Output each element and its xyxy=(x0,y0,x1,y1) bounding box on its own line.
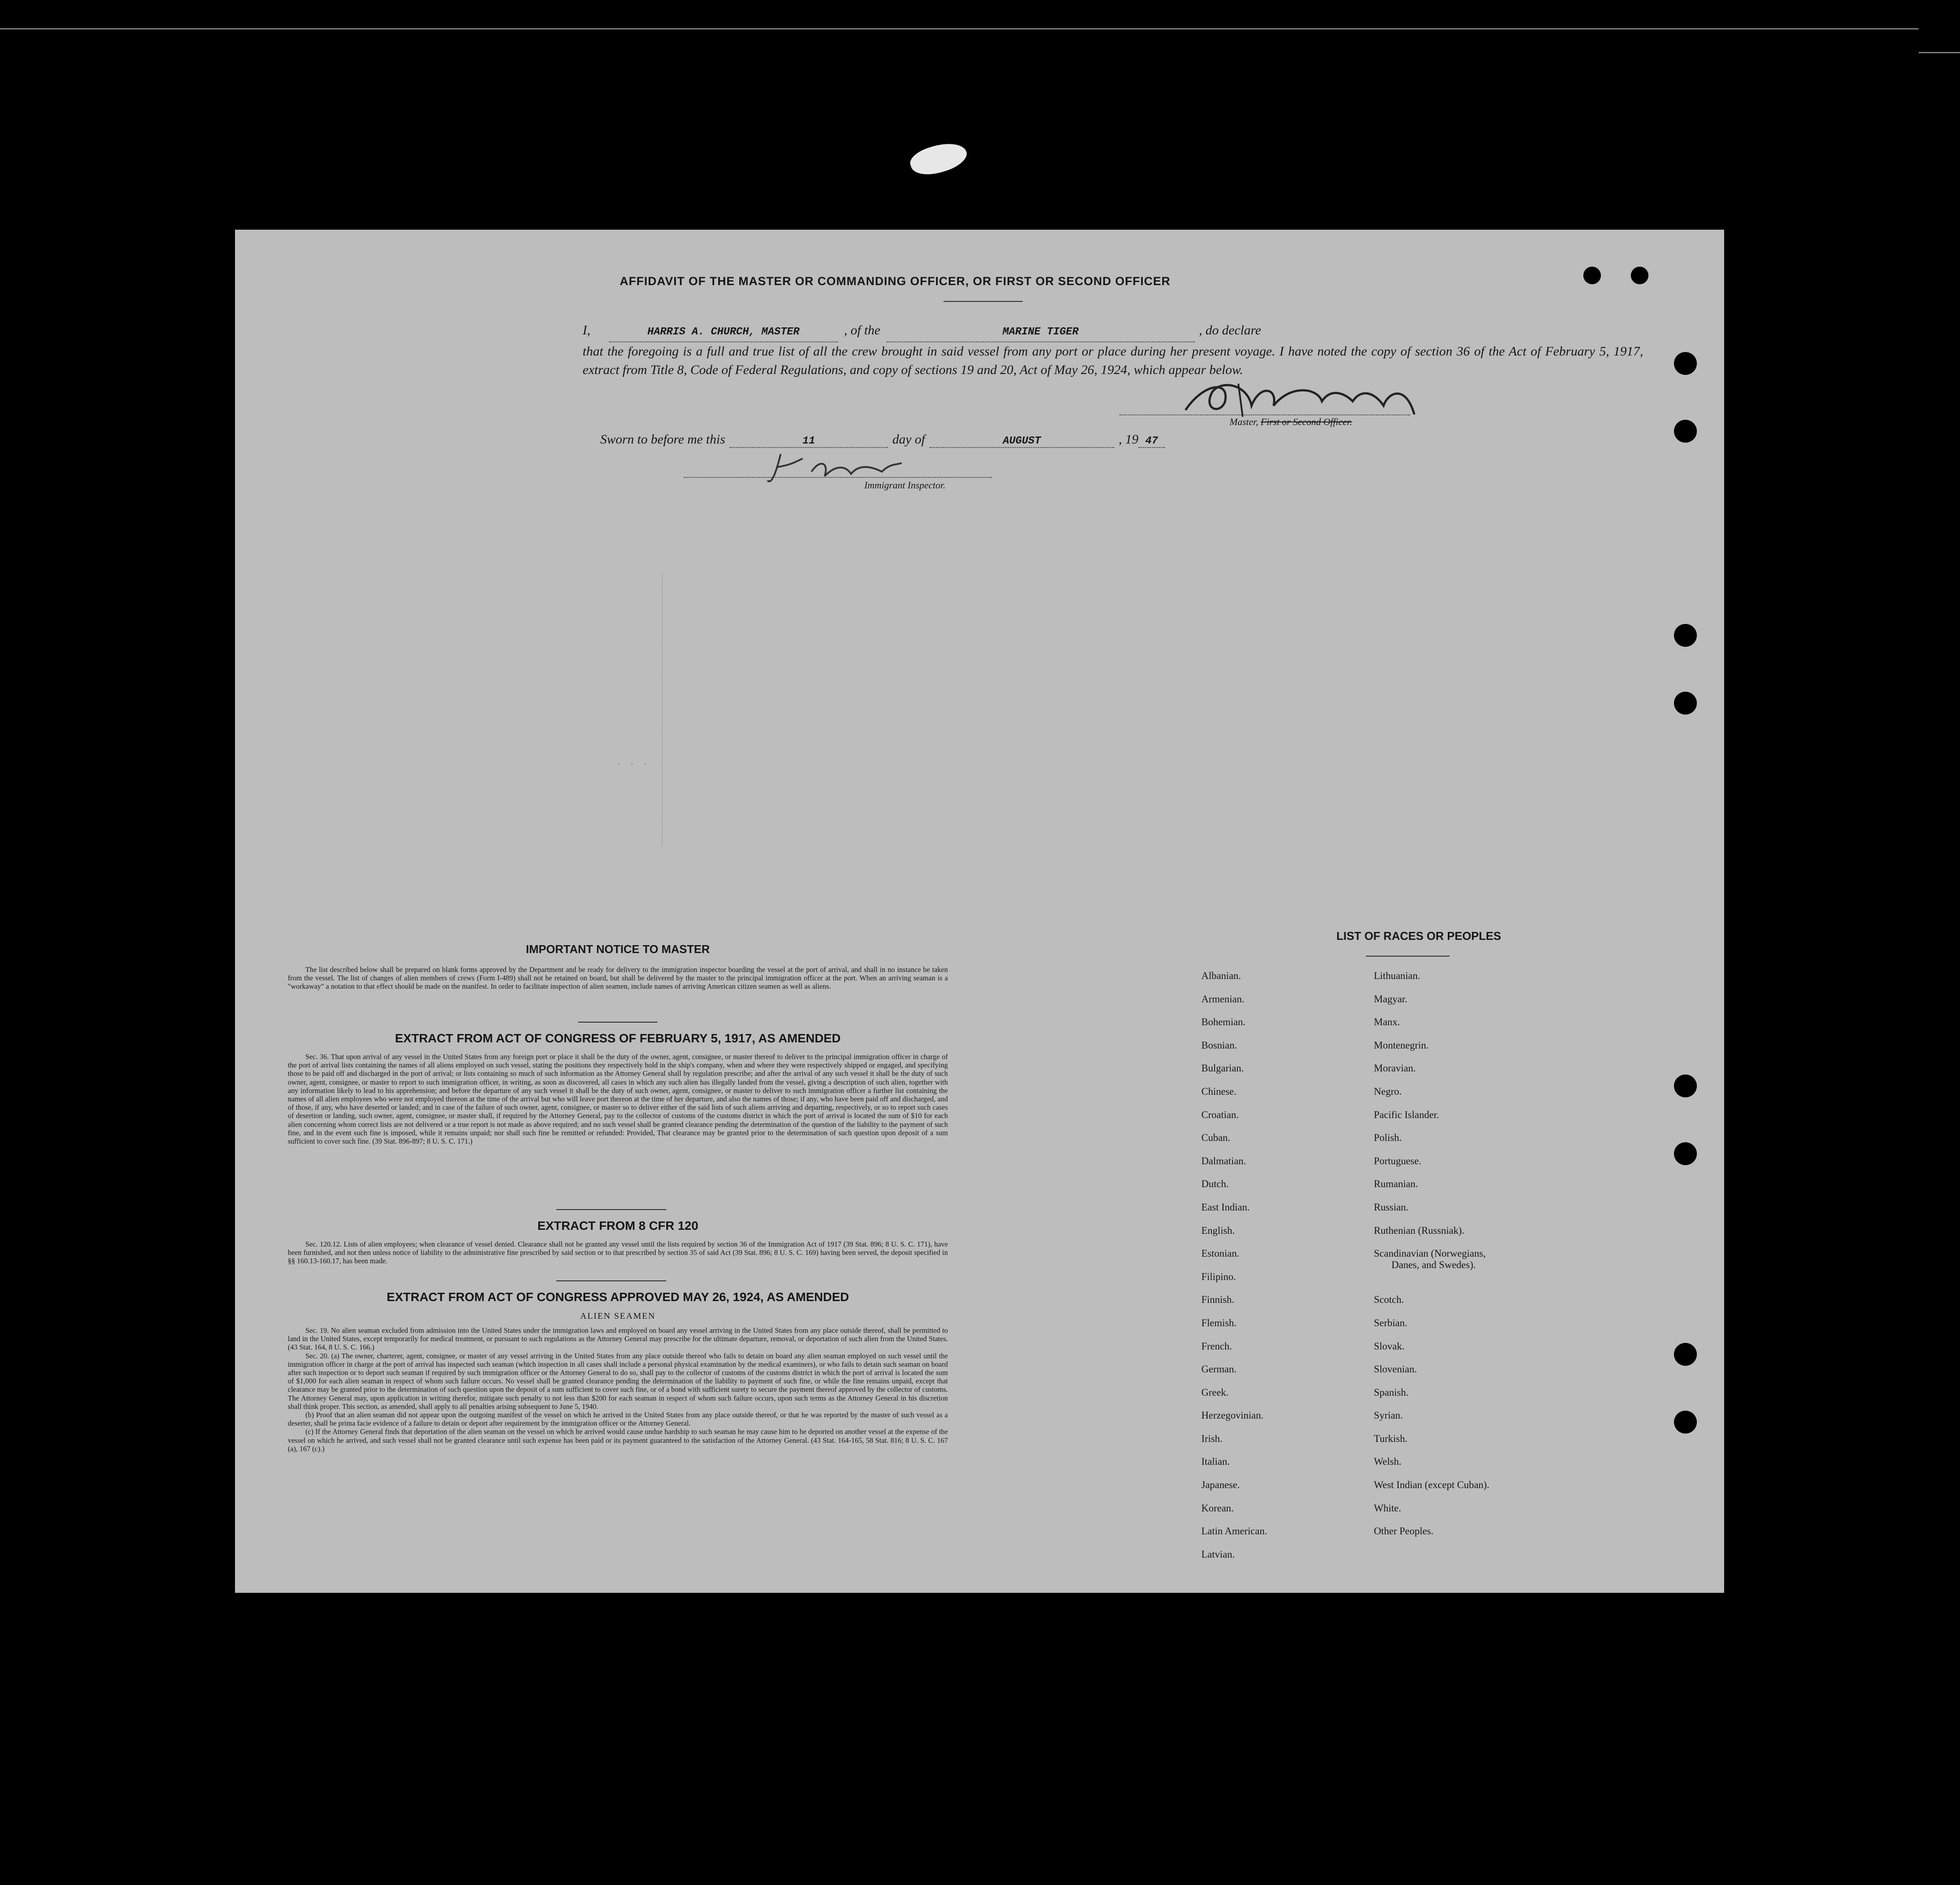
punch-hole xyxy=(1674,1343,1697,1366)
race-item: Dutch. xyxy=(1201,1178,1229,1190)
notice-text xyxy=(288,965,948,991)
document-page xyxy=(235,230,1724,1593)
race-item: German. xyxy=(1201,1364,1237,1375)
extract-1924-paragraph: Sec. 20. (a) The owner, charterer, agent, consignee, or master of any vessel arriving in the United States from any place outside thereof who fails to detain on board any alien seaman employed on such vessel until the immigration officer in charge at the port of arrival has inspected such seaman (which inspection in all cases shall include a personal physical examination by the medical examiners), or who fails to detain such seaman on board after such inspection or to deport such seaman if required by such immigration officer or the Attorney General to do so, shall pay to the collector of customs of the customs district in which the port of arrival is located the sum of $1,000 for each alien seaman in respect of whom such failure occurs. No vessel shall be granted clearance pending the determination of the liability to payment of such fine, or while the fine remains unpaid, except that clearance may be granted prior to the determination of such question upon the deposit of a sum sufficient to cover such fine, or of a bond with sufficient surety to secure the payment thereof approved by the collector of customs. The Attorney General may, upon application in writing therefor, mitigate such penalty to not less than $200 for each seaman in respect of whom such failure occurs, upon such terms as the Attorney General in his discretion shall think proper. This section, as amended, shall apply to all penalties arising subsequent to June 5, 1940. xyxy=(288,1351,948,1411)
punch-hole xyxy=(1674,1075,1697,1097)
day-of-label: day of xyxy=(892,432,925,447)
race-item: Moravian. xyxy=(1374,1063,1416,1074)
year-prefix: , 19 xyxy=(1119,432,1139,447)
race-item: Slovak. xyxy=(1374,1340,1405,1352)
race-item: Turkish. xyxy=(1374,1433,1408,1444)
punch-hole xyxy=(1674,1411,1697,1434)
race-item: Ruthenian (Russniak). xyxy=(1374,1225,1464,1236)
race-item: Portuguese. xyxy=(1374,1155,1421,1166)
race-item: Bohemian. xyxy=(1201,1016,1246,1028)
inspector-signature-line xyxy=(684,477,992,478)
declaration-body: that the foregoing is a full and true list of all the crew brought in said vessel from any port or place during her present voyage. I have noted the copy of section 36 of the Act of February 5, 1917, extract from Title 8, Code of Federal Regulations, and copy of sections 19 and 20, Act of May 26, 1924, which appear below. xyxy=(583,344,1643,377)
sworn-prefix: Sworn to before me this xyxy=(600,432,725,447)
race-item: Chinese. xyxy=(1201,1086,1237,1097)
race-item: Albanian. xyxy=(1201,970,1241,981)
extract-1924-paragraph: (c) If the Attorney General finds that deportation of the alien seaman on the vessel on which he arrived would cause undue hardship to such seaman he may cause him to be deported on another vessel at the expense of the vessel on which he arrived, and such vessel shall not be granted clearance until such expense has been paid or its payment guaranteed to the satisfaction of the Attorney General. (43 Stat. 164-165, 58 Stat. 816; 8 U. S. C. 167 (a), 167 (c).) xyxy=(288,1427,948,1453)
struck-officer-label: First or Second Officer. xyxy=(1260,416,1352,427)
race-item: Irish. xyxy=(1201,1433,1222,1444)
extract-1924-text xyxy=(288,1326,948,1453)
extract-1924-paragraph: Sec. 19. No alien seaman excluded from admission into the United States under the immigration laws and employed on board any vessel arriving in the United States from any place outside thereof, shall be permitted to land in the United States, except temporarily for medical treatment, or pursuant to such regulations as the Attorney General may prescribe for the ultimate departure, removal, or deportation of such alien from the United States. (43 Stat. 164, 8 U. S. C. 166.) xyxy=(288,1326,948,1352)
of-the-label: , of the xyxy=(844,323,881,337)
declaration-first-line xyxy=(583,321,1643,342)
title-underline xyxy=(943,301,1023,302)
races-right-column xyxy=(1374,970,1559,1548)
race-item: Spanish. xyxy=(1374,1386,1409,1398)
race-item: Montenegrin. xyxy=(1374,1039,1429,1051)
race-item: English. xyxy=(1201,1225,1235,1236)
race-item: Syrian. xyxy=(1374,1410,1403,1421)
divider xyxy=(556,1209,666,1210)
punch-hole xyxy=(1674,624,1697,647)
extract-1917-title: EXTRACT FROM ACT OF CONGRESS OF FEBRUARY 5, 1917, AS AMENDED xyxy=(395,1031,841,1045)
race-item: Estonian. xyxy=(1201,1248,1240,1259)
extract-cfr-title: EXTRACT FROM 8 CFR 120 xyxy=(537,1219,698,1232)
race-item: Korean. xyxy=(1201,1502,1234,1514)
master-officer-caption xyxy=(1230,416,1352,428)
race-item: Armenian. xyxy=(1201,993,1244,1005)
race-item: White. xyxy=(1374,1502,1401,1514)
extract-cfr-text xyxy=(288,1240,948,1265)
race-item: French. xyxy=(1201,1340,1232,1352)
race-item: Scandinavian (Norwegians, xyxy=(1374,1248,1486,1259)
vessel-name-field: MARINE TIGER xyxy=(887,323,1195,342)
officer-name-field: HARRIS A. CHURCH, MASTER xyxy=(609,323,838,342)
signature-line xyxy=(1119,414,1410,415)
race-item: Filipino. xyxy=(1201,1271,1236,1282)
divider xyxy=(578,1022,657,1023)
year-field: 47 xyxy=(1138,435,1165,448)
race-item: Herzegovinian. xyxy=(1201,1410,1264,1421)
race-item: Pacific Islander. xyxy=(1374,1109,1439,1120)
race-item: Finnish. xyxy=(1201,1294,1234,1306)
race-item: Lithuanian. xyxy=(1374,970,1420,981)
punch-hole xyxy=(1674,420,1697,443)
extract-1917-paragraph: Sec. 36. That upon arrival of any vessel in the United States from any foreign port or place it shall be the duty of the owner, agent, consignee, or master thereof to deliver to the principal immigration officer in charge of the port of arrival lists containing the names of all aliens employed on such vessel, stating the positions they respectively hold in the ship's company, when and where they were respectively shipped or engaged, and specifying those to be paid off and discharged in the port of arrival; or lists containing so much of such information as the Attorney General shall by regulation prescribe; and after the arrival of any such vessel it shall be the duty of such owner, agent, consignee, or master to report to such immigration officer, in writing, as soon as discovered, all cases in which any such alien has illegally landed from the vessel, giving a description of such alien, together with any information likely to lead to his apprehension; and before the departure of any such vessel it shall be the duty of such owner, agent, consignee, or master to deliver to such immigration officer a further list containing the names of all alien employees who were not employed thereon at the time of the arrival but who will leave port thereon at the time of her departure, and also the names of those; if any, who have been paid off and discharged, and of those, if any, who have deserted or landed; and in case of the failure of such owner, agent, consignee, or master so to deliver either of the said lists of such aliens arriving and departing, respectively, or so to report such cases of desertion or landing, such owner, agent, consignee, or master shall, if required by the Attorney General, pay to the collector of customs of the customs district in which the port of arrival is located the sum of $10 for each alien concerning whom correct lists are not delivered or a true report is not made as above required; and no such vessel shall be granted clearance pending the determination of the question of the liability to the payment of such fine, and in the event such fine is imposed, while it remains unpaid; nor shall such fine be remitted or refunded: Provided, That clearance may be granted prior to the determination of such question upon deposit of a sum sufficient to cover such fine. (39 Stat. 896-897; 8 U. S. C. 171.) xyxy=(288,1053,948,1146)
inspector-label: Immigrant Inspector. xyxy=(864,480,946,491)
i-label: I, xyxy=(583,323,591,337)
divider xyxy=(556,1280,666,1281)
master-label: Master, xyxy=(1230,416,1259,427)
divider xyxy=(1366,956,1450,957)
notice-title: IMPORTANT NOTICE TO MASTER xyxy=(526,942,710,956)
race-item: Latin American. xyxy=(1201,1526,1267,1537)
race-item: Bulgarian. xyxy=(1201,1063,1244,1074)
race-item: Danes, and Swedes). xyxy=(1391,1259,1476,1271)
extract-1917-text xyxy=(288,1053,948,1145)
paper-scrap xyxy=(907,137,970,180)
punch-hole xyxy=(1583,267,1601,284)
affidavit-declaration xyxy=(583,321,1643,379)
extract-1924-paragraph: (b) Proof that an alien seaman did not appear upon the outgoing manifest of the vessel on which he arrived in the United States from any place outside thereof, or that he was reported by the master of such vessel as a deserter, shall be prima facie evidence of a failure to detain or deport after requirement by the immigration officer or the Attorney General. xyxy=(288,1411,948,1428)
race-item: Bosnian. xyxy=(1201,1039,1237,1051)
race-item: Dalmatian. xyxy=(1201,1155,1246,1166)
race-item: Negro. xyxy=(1374,1086,1402,1097)
race-item: West Indian (except Cuban). xyxy=(1374,1479,1490,1491)
race-item: Magyar. xyxy=(1374,993,1408,1005)
punch-hole xyxy=(1674,692,1697,715)
sworn-month-field: AUGUST xyxy=(929,435,1114,448)
scan-edge-line-right xyxy=(1919,52,1960,53)
punch-hole xyxy=(1631,267,1648,284)
race-item: Slovenian. xyxy=(1374,1364,1417,1375)
race-item: Italian. xyxy=(1201,1456,1230,1467)
sworn-line xyxy=(600,432,1225,448)
race-item: Serbian. xyxy=(1374,1317,1408,1328)
faint-rule xyxy=(662,573,664,846)
show-through-row: . . . xyxy=(616,758,650,768)
affidavit-title: AFFIDAVIT OF THE MASTER OR COMMANDING OFFICER, OR FIRST OR SECOND OFFICER xyxy=(620,275,1171,288)
race-item: Greek. xyxy=(1201,1386,1229,1398)
notice-paragraph: The list described below shall be prepared on blank forms approved by the Department and be ready for delivery to the immigration inspector boarding the vessel at the port of arrival, and shall in no instance be taken from the vessel. The list of changes of alien members of crews (Form I-489) shall not be retained on board, but shall be delivered by the master to the principal immigration officer at the port. When an arriving seaman is a "workaway" a notation to that effect should be made on the manifest. In order to facilitate inspection of alien seamen, include names of arriving American citizen seamen as well as aliens. xyxy=(288,965,948,991)
races-left-column xyxy=(1201,970,1360,1571)
race-item: Rumanian. xyxy=(1374,1178,1418,1190)
punch-hole xyxy=(1674,352,1697,375)
race-item: Polish. xyxy=(1374,1132,1402,1144)
race-item: Flemish. xyxy=(1201,1317,1237,1328)
race-item: Cuban. xyxy=(1201,1132,1230,1144)
extract-1924-title: EXTRACT FROM ACT OF CONGRESS APPROVED MAY 26, 1924, AS AMENDED xyxy=(386,1290,849,1304)
race-item: East Indian. xyxy=(1201,1201,1250,1213)
race-item: Welsh. xyxy=(1374,1456,1402,1467)
races-title: LIST OF RACES OR PEOPLES xyxy=(1336,929,1501,942)
sworn-day-field: 11 xyxy=(730,435,888,448)
race-item: Japanese. xyxy=(1201,1479,1240,1491)
extract-cfr-paragraph: Sec. 120.12. Lists of alien employees; when clearance of vessel denied. Clearance shall not be granted any vessel until the lists required by section 36 of the Immigration Act of 1917 (39 Stat. 896; 8 U. S. C. 171), have been furnished, and not then unless notice of liability to the administrative fine prescribed by said section or to that prescribed by section 35 of said Act (39 Stat. 896; 8 U. S. C. 169) having been served, the deposit specified in §§ 160.13-160.17, has been made. xyxy=(288,1240,948,1265)
do-declare-label: , do declare xyxy=(1199,323,1261,337)
race-item: Russian. xyxy=(1374,1201,1409,1213)
punch-hole xyxy=(1674,1142,1697,1165)
scan-edge-line-top xyxy=(0,28,1919,29)
alien-seamen-subtitle: ALIEN SEAMEN xyxy=(580,1311,656,1321)
race-item: Croatian. xyxy=(1201,1109,1239,1120)
race-item: Scotch. xyxy=(1374,1294,1404,1306)
race-item: Latvian. xyxy=(1201,1548,1235,1560)
race-item: Manx. xyxy=(1374,1016,1400,1028)
race-item: Other Peoples. xyxy=(1374,1526,1434,1537)
